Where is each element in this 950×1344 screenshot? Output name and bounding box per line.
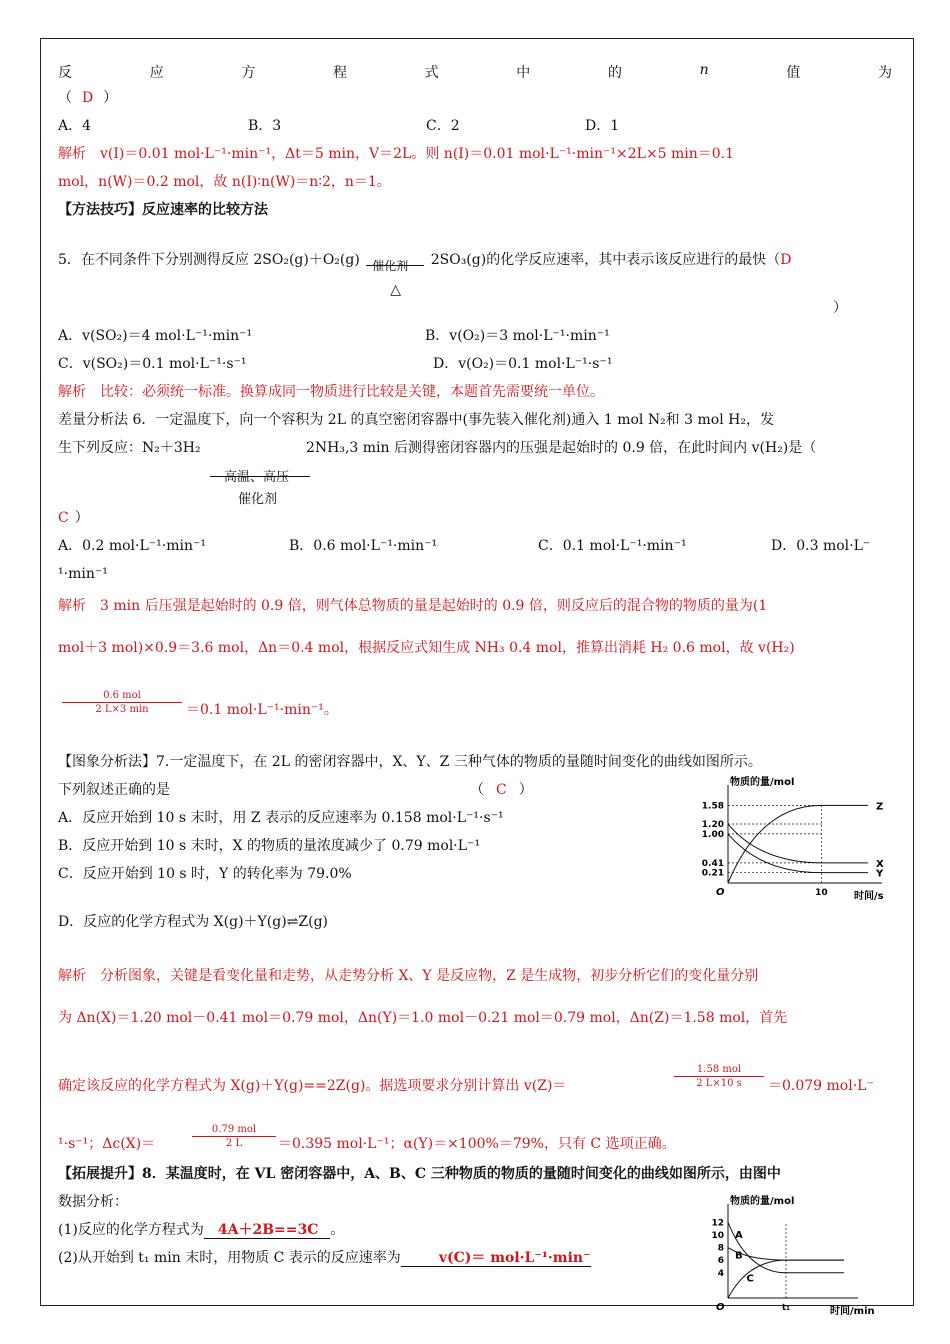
series-label-B: B — [734, 1250, 743, 1262]
page-border — [40, 38, 914, 1306]
q6-answer: C ） — [58, 510, 89, 526]
reaction-condition: 催化剂 △ — [364, 250, 426, 270]
y-tick-label: 1.00 — [701, 829, 724, 840]
q7-stem-2: 下列叙述正确的是 — [58, 782, 170, 798]
q7-fraction-1: 1.58 mol 2 L×10 s — [674, 1064, 764, 1089]
q4-analysis-2: mol，n(W)＝0.2 mol，故 n(I)∶n(W)＝n∶2，n＝1。 — [58, 174, 391, 190]
q7-option-d: D．反应的化学方程式为 X(g)＋Y(g)⇌Z(g) — [58, 914, 328, 930]
q6-fraction: 0.6 mol 2 L×3 min — [62, 690, 182, 715]
q7-option-b: B．反应开始到 10 s 末时，X 的物质的量浓度减少了 0.79 mol·L⁻¹ — [58, 838, 481, 854]
method-heading: 【方法技巧】反应速率的比较方法 — [58, 202, 268, 218]
origin-label: O — [716, 887, 725, 898]
y-tick-label: 4 — [717, 1268, 724, 1279]
equilibrium-arrow — [366, 265, 424, 266]
q7-fraction-2: 0.79 mol 2 L — [192, 1124, 276, 1149]
q5-option-b: B．v(O₂)＝3 mol·L⁻¹·min⁻¹ — [425, 328, 610, 344]
q6-option-c: C．0.1 mol·L⁻¹·min⁻¹ — [538, 538, 687, 554]
chart-abc — [700, 1192, 890, 1317]
y-tick-label: 10 — [711, 1230, 724, 1241]
q5-stem: 5．在不同条件下分别测得反应 2SO₂(g)＋O₂(g) 催化剂 △ 2SO₃(g)的化学反应速率，其中表示该反应进行的最快（D — [58, 252, 792, 298]
y-axis-label: 物质的量/mol — [730, 1196, 795, 1207]
q4-analysis-1: 解析 v(I)＝0.01 mol·L⁻¹·min⁻¹，Δt＝5 min，V＝2L。则 n(I)＝0.01 mol·L⁻¹·min⁻¹×2L×5 min＝0.1 — [58, 146, 735, 162]
q6-option-b: B．0.6 mol·L⁻¹·min⁻¹ — [289, 538, 438, 554]
q7-option-c: C．反应开始到 10 s 时，Y 的转化率为 79.0% — [58, 866, 352, 882]
series-label-A: A — [734, 1230, 743, 1242]
reaction-arrow — [210, 476, 310, 477]
y-tick-label: 0.21 — [701, 868, 724, 879]
q8-part-1: (1)反应的化学方程式为 4A＋2B==3C 。 — [58, 1222, 345, 1238]
q7-analysis-3a: 确定该反应的化学方程式为 X(g)＋Y(g)==2Z(g)。据选项要求分别计算出 v(Z)＝ — [58, 1078, 567, 1094]
q8-answer-1: 4A＋2B==3C — [204, 1222, 331, 1239]
y-tick-label: 8 — [717, 1243, 724, 1254]
q7-analysis-2: 为 Δn(X)＝1.20 mol－0.41 mol＝0.79 mol，Δn(Y)＝1.0 mol－0.21 mol＝0.79 mol，Δn(Z)＝1.58 mol，首先 — [58, 1010, 788, 1026]
y-tick-label: 12 — [711, 1218, 724, 1229]
x-tick-label: 10 — [815, 888, 828, 898]
q7-answer: （ C ） — [470, 782, 533, 798]
q5-analysis: 解析 比较：必须统一标准。换算成同一物质进行比较是关键，本题首先需要统一单位。 — [58, 384, 604, 400]
y-tick-label: 1.20 — [701, 820, 724, 831]
series-label-Z: Z — [876, 801, 884, 813]
y-tick-label: 1.58 — [701, 801, 724, 812]
series-line-X — [728, 824, 868, 863]
q5-paren-close: ） — [833, 300, 847, 316]
y-tick-label: 0.41 — [701, 858, 724, 869]
q5-option-d: D．v(O₂)＝0.1 mol·L⁻¹·s⁻¹ — [433, 356, 613, 372]
x-axis-label: 时间/s — [854, 891, 884, 902]
q7-analysis-3b: ＝0.079 mol·L⁻ — [768, 1078, 874, 1094]
q5-option-c: C．v(SO₂)＝0.1 mol·L⁻¹·s⁻¹ — [58, 356, 247, 372]
q8-answer-2: v(C)＝ mol·L⁻¹·min⁻ — [401, 1250, 591, 1267]
origin-label: O — [716, 1302, 725, 1313]
q6-option-d-cont: ¹·min⁻¹ — [58, 566, 108, 582]
q6-option-d: D．0.3 mol·L⁻ — [771, 538, 871, 554]
q7-analysis-4a: ¹·s⁻¹；Δc(X)＝ — [58, 1136, 156, 1152]
q6-analysis-3: ＝0.1 mol·L⁻¹·min⁻¹。 — [186, 702, 338, 718]
q7-analysis-4b: ＝0.395 mol·L⁻¹；α(Y)＝×100%＝79%，只有 C 选项正确。 — [278, 1136, 676, 1152]
y-tick-label: 6 — [717, 1256, 724, 1267]
q6-stem-2a: 生下列反应：N₂＋3H₂ — [58, 440, 201, 456]
q8-part-2: (2)从开始到 t₁ min 末时，用物质 C 表示的反应速率为 v(C)＝ mol·L⁻¹·min⁻ — [58, 1250, 591, 1266]
q8-stem-1: 【拓展提升】8．某温度时，在 VL 密闭容器中，A、B、C 三种物质的物质的量随时间变化的曲线如图所示，由图中 — [58, 1166, 781, 1182]
y-axis-label: 物质的量/mol — [730, 777, 795, 788]
q8-stem-2: 数据分析： — [58, 1194, 128, 1210]
x-tick-label: t₁ — [781, 1303, 791, 1313]
q6-analysis-2: mol＋3 mol)×0.9＝3.6 mol，Δn＝0.4 mol，根据反应式知生成 NH₃ 0.4 mol，推算出消耗 H₂ 0.6 mol，故 v(H₂) — [58, 640, 795, 656]
q6-stem-2b: 2NH₃,3 min 后测得密闭容器内的压强是起始时的 0.9 倍，在此时间内 v(H₂)是（ — [306, 440, 817, 456]
q4-answer: （ D ） — [58, 90, 118, 106]
series-label-X: X — [876, 858, 884, 870]
q4-stem: 反 应 方 程 式 中 的 n 值 为 — [58, 62, 892, 81]
q6-stem-1: 差量分析法 6．一定温度下，向一个容积为 2L 的真空密闭容器中(事先装入催化剂)通入 1 mol N₂和 3 mol H₂，发 — [58, 412, 774, 428]
q5-option-a: A．v(SO₂)＝4 mol·L⁻¹·min⁻¹ — [58, 328, 253, 344]
x-axis-label: 时间/min — [830, 1306, 875, 1317]
series-line-Y — [728, 834, 868, 873]
series-label-C: C — [746, 1273, 754, 1285]
q6-condition: 高温、高压 催化剂 — [210, 464, 310, 508]
q7-option-a: A．反应开始到 10 s 末时，用 Z 表示的反应速率为 0.158 mol·L⁻¹·s⁻¹ — [58, 810, 504, 826]
q7-stem-1: 【图象分析法】7.一定温度下，在 2L 的密闭容器中，X、Y、Z 三种气体的物质的量随时间变化的曲线如图所示。 — [58, 754, 762, 770]
q7-analysis-1: 解析 分析图象，关键是看变化量和走势，从走势分析 X、Y 是反应物，Z 是生成物，初步分析它们的变化量分别 — [58, 968, 759, 984]
chart-xyz — [690, 777, 884, 910]
q6-analysis-1: 解析 3 min 后压强是起始时的 0.9 倍，则气体总物质的量是起始时的 0.9 倍，则反应后的混合物的物质的量为(1 — [58, 598, 768, 614]
q6-option-a: A．0.2 mol·L⁻¹·min⁻¹ — [58, 538, 206, 554]
series-label-Y: Y — [876, 868, 884, 880]
